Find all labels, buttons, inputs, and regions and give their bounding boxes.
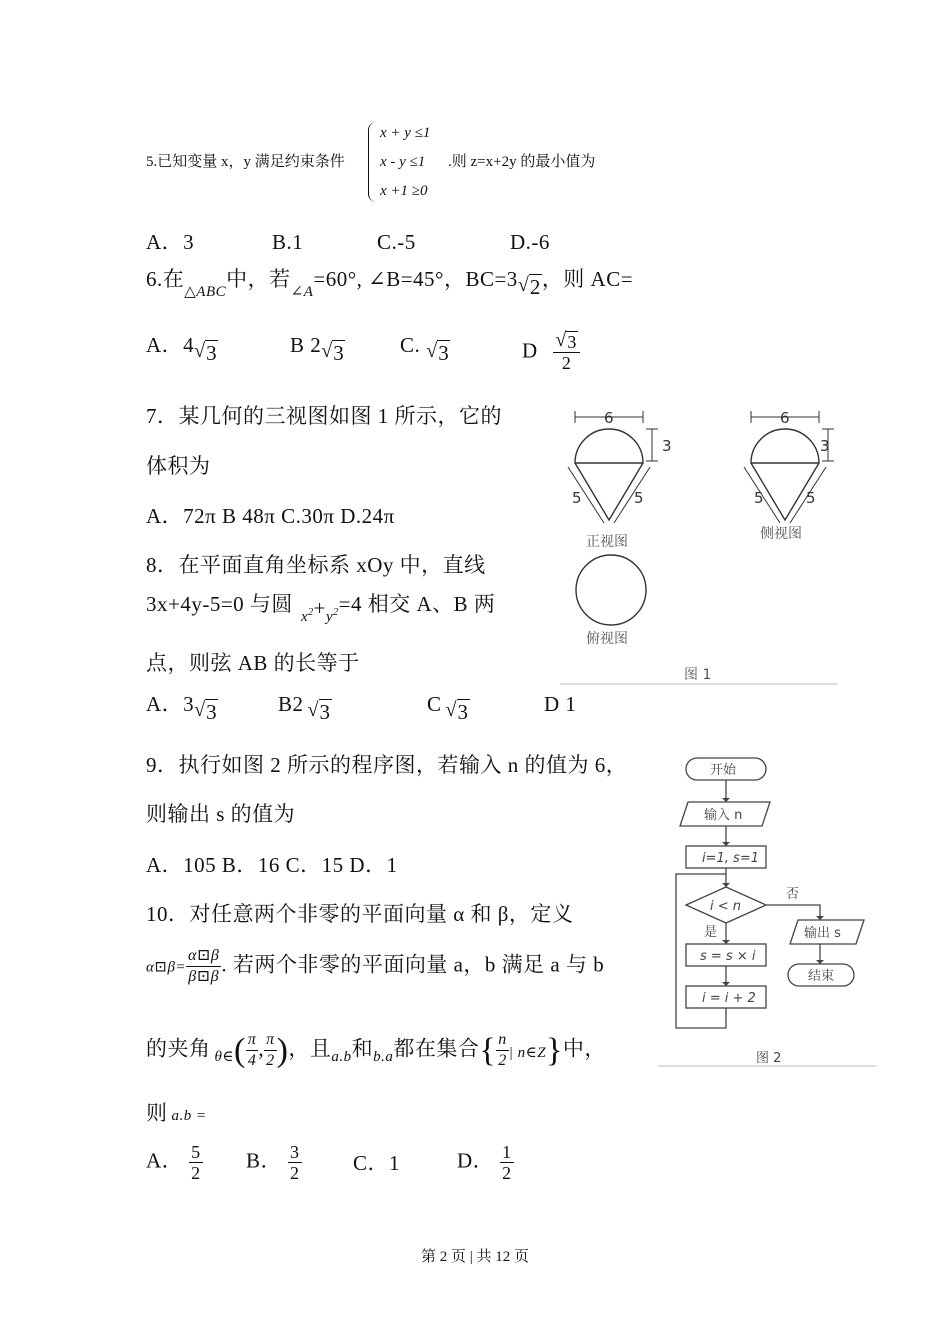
q9-line1: 9．执行如图 2 所示的程序图，若输入 n 的值为 6， [146, 753, 628, 777]
fig2-update-i: i = i + 2 [702, 991, 756, 1006]
q10-set-condition: | n∈Z [508, 1045, 547, 1062]
q10-pi-over-4: $\frac{\pi}{4}$ [247, 1031, 257, 1069]
fig1-caption: 图 1 [684, 667, 712, 683]
q7-line2: 体积为 [146, 454, 211, 478]
q6-option-b: B 2 √ 3 [290, 333, 345, 365]
fig1-side-dim-5-left: 5 [754, 489, 764, 507]
q8-x2: x2 [300, 607, 314, 625]
q5-suffix: .则 z=x+2y 的最小值为 [448, 154, 596, 170]
q5-constraint-2: x - y ≤1 [380, 154, 426, 170]
fig2-yes: 是 [704, 925, 718, 940]
q10-theta: θ∈ [214, 1049, 234, 1066]
q6-stem [146, 266, 634, 300]
q5-brace [368, 122, 379, 202]
q10-ab: a.b [331, 1049, 352, 1066]
fig1-side-dim-3: 3 [820, 437, 830, 455]
fig2-input: 输入 n [704, 808, 743, 823]
fig1-top-label: 俯视图 [586, 631, 628, 647]
q10-ba: b.a [373, 1049, 394, 1066]
q6-option-d: D √ 3 2 [522, 332, 580, 373]
q5-constraint-1: x + y ≤1 [380, 125, 431, 141]
q10-line3: 的夹角 $_{\theta\in}$( $\frac{\pi}{4}$ , $\frac{\pi}{2}$ )，且$_{a.b}$和$_{b.a}$都在集合{ $\frac{n}{2}$ | n∈Z}中， [146, 1031, 606, 1070]
q7-options: A．72π B 48π C.30π D.24π [146, 504, 395, 528]
fig2-start: 开始 [710, 763, 737, 778]
q6-angle-a: ∠A [290, 284, 314, 300]
q10-set-fraction: $\frac{n}{2}$ [498, 1031, 507, 1069]
page-footer: 第 2 页 | 共 12 页 [420, 1249, 529, 1265]
q10-def-fraction: $\frac{\alpha⊡\beta}{\beta⊡\beta}$ [188, 947, 220, 985]
fig1-front-dim-5-left: 5 [572, 489, 582, 507]
q6-mid1: 中，若 [226, 267, 291, 291]
figure-1-three-views [560, 405, 840, 687]
figure-2-flowchart [658, 752, 878, 1070]
fig1-side-dim-6: 6 [780, 409, 790, 427]
q8-option-a: A．3 √ 3 [146, 692, 218, 724]
fig1-side-dim-5-right: 5 [806, 489, 816, 507]
q10-option-b: B． $\frac{3}{2}$ [246, 1142, 300, 1183]
q8-option-c: C √ 3 [427, 692, 469, 724]
q10-line2: . 若两个非零的平面向量 a，b 满足 a 与 b [221, 952, 605, 977]
q6-lead: 6.在 [146, 267, 185, 291]
q5-prefix: 5.已知变量 x，y 满足约束条件 [146, 154, 345, 170]
q8-line3: 点，则弦 AB 的长等于 [146, 651, 360, 675]
fig2-update-s: s = s × i [700, 949, 756, 964]
q6-tail: ，则 AC= [541, 267, 634, 291]
q10-option-c: C．1 [353, 1151, 401, 1175]
fig1-front-dim-6: 6 [604, 409, 614, 427]
q10-definition-line [146, 946, 604, 987]
q6-option-c: C. √ 3 [400, 333, 450, 365]
q9-options: A．105 B．16 C．15 D．1 [146, 853, 398, 877]
q10-option-d: D． $\frac{1}{2}$ [457, 1142, 512, 1183]
fig1-front-dim-3: 3 [662, 437, 672, 455]
fig2-end: 结束 [808, 969, 835, 984]
q10-line4: 则 a.b = [146, 1101, 207, 1125]
q5-option-a: A．3 [146, 230, 195, 254]
q10-option-a: A． $\frac{5}{2}$ [146, 1142, 201, 1183]
fig1-front-label: 正视图 [586, 534, 628, 550]
q10-pi-over-2: $\frac{\pi}{2}$ [266, 1031, 275, 1069]
q10-line1: 10．对任意两个非零的平面向量 α 和 β，定义 [146, 902, 574, 926]
q8-y2: y2 [325, 607, 339, 625]
q8-option-b: B2 √ 3 [278, 692, 331, 724]
fig1-side-label: 侧视图 [760, 526, 802, 542]
fig2-init: i=1, s=1 [702, 851, 759, 866]
q7-line1: 7．某几何的三视图如图 1 所示，它的 [146, 404, 502, 428]
fig2-no: 否 [786, 887, 800, 902]
q6-sqrt2: √ 2 [517, 274, 541, 299]
q8-line2: 3x+4y-5=0 与圆$_{x^2}+_{y^2}=4$ 相交 A、B 两 [146, 592, 496, 625]
q5-option-c: C.-5 [377, 230, 416, 254]
q8-line1: 8．在平面直角坐标系 xOy 中，直线 [146, 553, 486, 577]
q5-option-b: B.1 [272, 230, 304, 254]
q10-def-left: α⊡β= [146, 959, 187, 976]
fig2-caption: 图 2 [756, 1051, 782, 1066]
q6-mid2: =60°, ∠B=45°，BC=3 [313, 267, 518, 291]
q5-constraint-3: x +1 ≥0 [380, 183, 428, 199]
q8-option-d: D 1 [544, 692, 577, 716]
fig2-condition: i < n [710, 899, 742, 914]
q5-option-d: D.-6 [510, 230, 550, 254]
q9-line2: 则输出 s 的值为 [146, 802, 296, 826]
q6-triangle: △ABC [184, 284, 227, 300]
q6-option-d-fraction: √ 3 2 [553, 332, 580, 373]
fig2-output: 输出 s [804, 926, 841, 941]
fig1-front-dim-5-right: 5 [634, 489, 644, 507]
q6-option-a: A．4 √ 3 [146, 333, 218, 365]
